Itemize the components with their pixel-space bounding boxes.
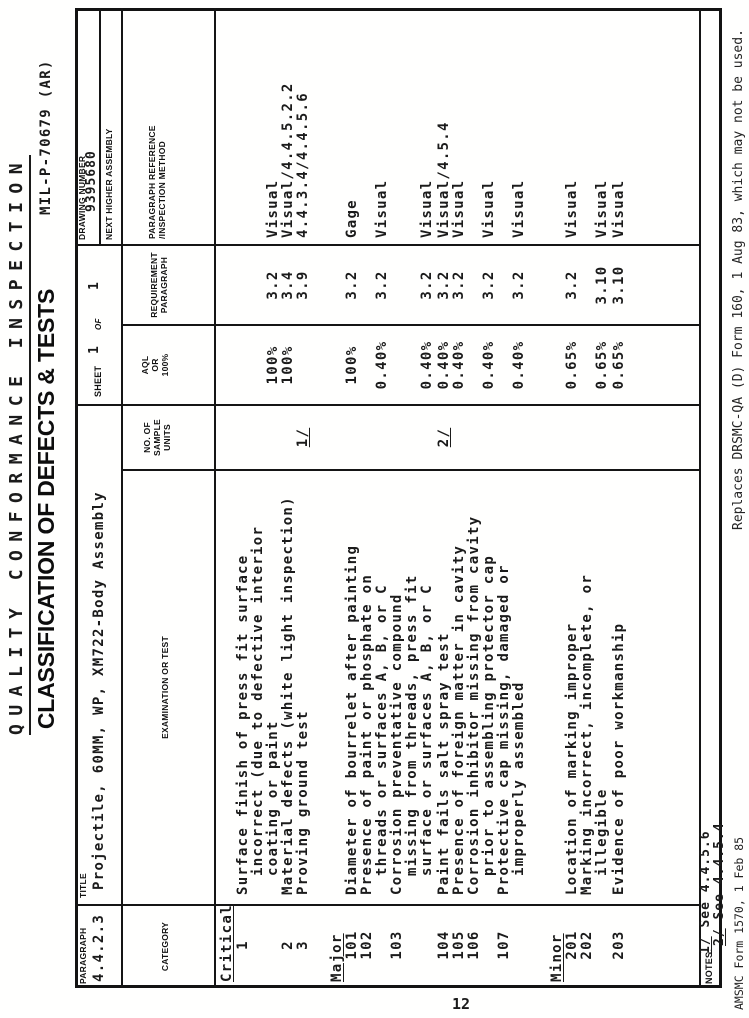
row-category: 104 — [436, 930, 452, 960]
inspection-method-value: Visual — [594, 179, 610, 238]
row-category: 202 — [579, 930, 595, 960]
sample-units-value — [437, 407, 452, 468]
examination-text: prior to assembling protector cap — [481, 554, 497, 876]
note-item: 2/ See 4.4.5.4 — [712, 822, 727, 946]
sample-units-column-header — [142, 405, 172, 470]
examination-text: Material defects (white light inspection) — [280, 496, 296, 895]
examination-text: missing from threads, press fit — [404, 574, 420, 876]
row-category: 2 — [280, 940, 296, 950]
page-number: 12 — [452, 995, 471, 1013]
next-higher-assembly-label: NEXT HIGHER ASSEMBLY — [104, 128, 114, 240]
inspection-method-value: Visual — [451, 179, 467, 238]
row-category: 3 — [295, 940, 311, 950]
title-value: Projectile, 60MM, WP, XM722-Body Assembly — [91, 491, 107, 890]
examination-text: surface or surfaces A, B, or C — [419, 584, 435, 876]
inspection-method-value: Visual — [564, 179, 580, 238]
examination-text: Proving ground test — [295, 710, 311, 895]
aql-value: 0.65% — [611, 340, 627, 390]
aql-column-header — [140, 325, 170, 405]
requirement-paragraph-value: 3.2 — [511, 270, 527, 300]
sheet-of-value: 1 — [87, 281, 102, 290]
requirement-paragraph-value: 3.2 — [481, 270, 497, 300]
sample-column-divider — [121, 469, 700, 471]
inspection-method-value: Gage — [344, 199, 360, 238]
examination-text: Marking incorrect, incomplete, or — [579, 573, 595, 895]
sheet-value: 1 — [87, 345, 102, 354]
examination-text: Presence of paint or phosphate on — [359, 573, 375, 895]
column-header-divider — [214, 8, 216, 988]
inspection-method-value: Visual/4.5.4 — [436, 121, 452, 238]
examination-text: Surface finish of press fit surface — [235, 554, 251, 895]
examination-text: Location of marking improper — [564, 622, 580, 895]
row-category: 107 — [496, 930, 512, 960]
examination-text: Protective cap missing, damaged or — [496, 564, 512, 895]
examination-text: Evidence of poor workmanship — [611, 622, 627, 895]
drawing-next-divider — [99, 8, 101, 245]
examination-text: Paint fails salt spray test — [436, 632, 452, 895]
requirement-paragraph-value: 3.2 — [436, 270, 452, 300]
drawing-number-label: DRAWING NUMBER — [77, 155, 87, 240]
inspection-method-value: Visual — [374, 179, 390, 238]
examination-column-header: EXAMINATION OR TEST — [160, 636, 170, 739]
aql-value: 0.40% — [419, 340, 435, 390]
inspection-method-value: Visual — [611, 179, 627, 238]
row-category: 203 — [611, 930, 627, 960]
note-item: 1/ See 4.4.5.6 — [698, 830, 713, 954]
row-category: 105 — [451, 930, 467, 960]
examination-text: Diameter of bourrelet after painting — [344, 544, 360, 895]
requirement-paragraph-value: 3.2 — [265, 270, 281, 300]
inspection-method-value: 4.4.3.4/4.4.5.6 — [295, 92, 311, 238]
reference-column-header — [147, 125, 167, 239]
reference-column-header-line: PARAGRAPH REFERENCE — [147, 125, 157, 239]
header-row-divider — [121, 8, 123, 988]
examination-text: Presence of foreign matter in cavity — [451, 544, 467, 895]
row-category: 102 — [359, 930, 375, 960]
form-footer-left: AMSMC Form 1570, 1 Feb 85 — [732, 836, 746, 1010]
section-label: Major — [329, 933, 345, 982]
examination-text: threads or surfaces A, B, or C — [374, 584, 390, 876]
requirement-paragraph-value: 3.10 — [611, 265, 627, 305]
section-label: Minor — [549, 933, 565, 982]
aql-column-header-line: OR — [150, 358, 160, 372]
aql-value: 0.40% — [481, 340, 497, 390]
row-category: 1 — [235, 940, 251, 950]
inspection-method-value: Visual/4.4.5.2.2 — [280, 82, 296, 238]
aql-value: 0.40% — [374, 340, 390, 390]
inspection-method-value: Visual — [419, 179, 435, 238]
paragraph-label: PARAGRAPH — [78, 927, 88, 984]
requirement-paragraph-value: 3.2 — [374, 270, 390, 300]
sample-units-column-header-line: NO. OF — [142, 422, 152, 453]
aql-value: 0.40% — [436, 340, 452, 390]
requirement-paragraph-value: 3.2 — [344, 270, 360, 300]
section-label: Critical — [219, 904, 235, 982]
reference-column-header-line: /INSPECTION METHOD — [157, 140, 167, 239]
note-reference: 2/ — [436, 427, 452, 448]
paragraph-value: 4.4.2.3 — [91, 913, 107, 982]
requirement-paragraph-value: 3.2 — [564, 270, 580, 300]
requirement-paragraph-value: 3.2 — [451, 270, 467, 300]
requirement-paragraph-value: 3.2 — [419, 270, 435, 300]
row-category: 106 — [466, 930, 482, 960]
aql-value: 0.65% — [564, 340, 580, 390]
form-title: CLASSIFICATION OF DEFECTS & TESTS — [33, 288, 59, 730]
note-reference: 1/ — [295, 427, 311, 448]
aql-value: 100% — [344, 345, 360, 385]
inspection-method-value: Visual — [481, 179, 497, 238]
doc-header: QUALITY CONFORMANCE INSPECTION — [6, 155, 31, 735]
aql-value: 100% — [280, 345, 296, 385]
examination-text: coating or paint — [265, 720, 281, 876]
sheet-label: SHEET — [93, 365, 103, 397]
requirement-paragraph-value: 3.4 — [280, 270, 296, 300]
requirement-column-header — [149, 245, 169, 325]
spec-number: MIL-P-70679 (AR) — [38, 59, 54, 215]
sheet-of-label: OF — [94, 318, 103, 330]
form-footer-right: Replaces DRSMC-QA (D) Form 160, 1 Aug 83, which may not be used. — [731, 29, 746, 530]
examination-text: incorrect (due to defective interior — [250, 525, 266, 876]
title-label: TITLE — [78, 873, 88, 898]
aql-value: 0.40% — [451, 340, 467, 390]
aql-column-header-line: 100% — [160, 353, 170, 377]
requirement-column-divider — [121, 324, 700, 326]
requirement-paragraph-value: 3.9 — [295, 270, 311, 300]
examination-text: Corrosion inhibitor missing from cavity — [466, 515, 482, 895]
notes-label: NOTES: — [704, 948, 714, 984]
sample-units-value — [296, 407, 311, 468]
category-column-header: CATEGORY — [160, 921, 170, 972]
inspection-method-value: Visual — [511, 179, 527, 238]
row-category: 103 — [389, 930, 405, 960]
examination-text: Corrosion preventative compound — [389, 593, 405, 895]
requirement-column-header-line: REQUIREMENT — [149, 252, 159, 318]
inspection-method-value: Visual — [265, 179, 281, 238]
sample-units-column-header-line: UNITS — [162, 424, 172, 451]
row-category: 201 — [564, 930, 580, 960]
examination-text: improperly assembled — [511, 681, 527, 876]
drawing-number-value: 9395680 — [84, 150, 99, 212]
aql-value: 100% — [265, 345, 281, 385]
aql-value: 0.65% — [594, 340, 610, 390]
aql-value: 0.40% — [511, 340, 527, 390]
sample-units-column-header-line: SAMPLE — [152, 419, 162, 456]
requirement-column-header-line: PARAGRAPH — [159, 256, 169, 314]
note-reference: 1/ — [698, 936, 713, 954]
note-reference: 2/ — [712, 928, 727, 946]
aql-column-header-line: AQL — [140, 355, 150, 375]
requirement-paragraph-value: 3.10 — [594, 265, 610, 305]
examination-text: illegible — [594, 788, 610, 876]
row-category: 101 — [344, 930, 360, 960]
